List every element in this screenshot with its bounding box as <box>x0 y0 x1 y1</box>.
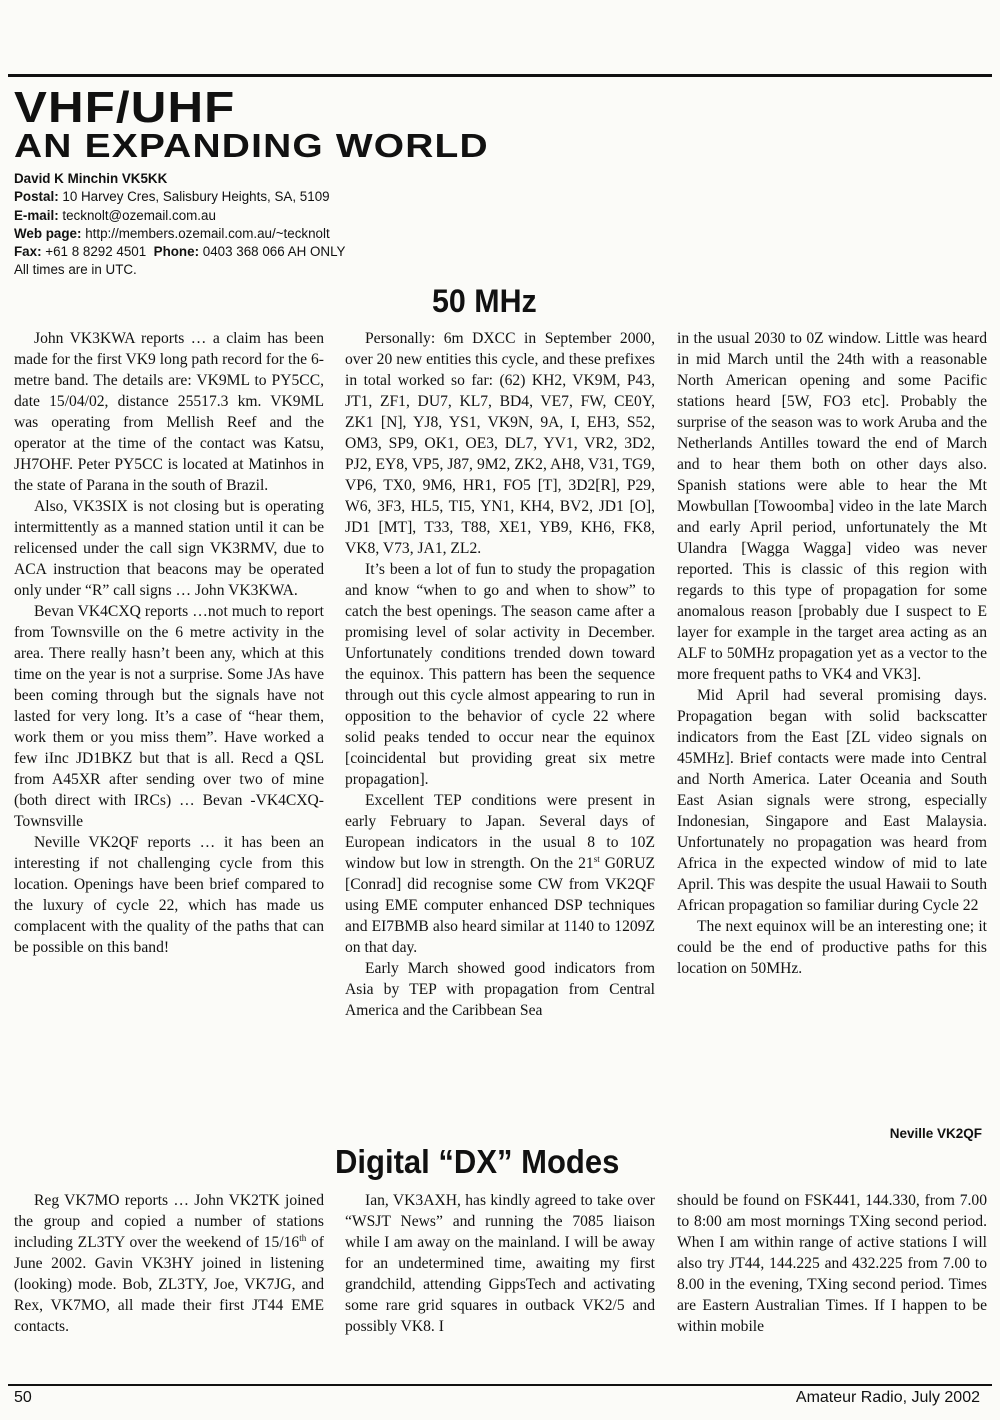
paragraph: Also, VK3SIX is not closing but is operating intermittently as a manned station until it can be relicensed under the call sign VK3RMV, due to ACA instruction that beacons may be operated only under “R” call signs … John VK3KWA. <box>14 498 324 599</box>
author-name: David K Minchin VK5KK <box>14 171 168 186</box>
times-note: All times are in UTC. <box>14 262 137 278</box>
signature: Neville VK2QF <box>889 1126 982 1141</box>
paragraph: in the usual 2030 to 0Z window. Little was heard in mid March until the 24th with a reasonable North American opening and some Pacific stations heard [5W, FO3 etc]. Probably the surprise of the season was to work Aruba and the Netherlands Antilles toward the end of March and to hear them both on other days also. Spanish stations were able to hear the Mt Mowbullan [Towoomba] video in the late March and early April period, unfortunately the Mt Ulandra [Wagga Wagga] video was never reported. This is classic of this region with regards to this type of propagation for some anomalous reason [probably due I suspect to E layer for example in the target area acting as an ALF to 50MHz propagation yet as a vector to the more frequent paths to VK4 and VK3]. <box>677 330 987 683</box>
web-page: http://members.ozemail.com.au/~tecknolt <box>85 225 330 241</box>
paragraph: should be found on FSK441, 144.330, from 7.00 to 8:00 am most mornings TXing second period. When I am within range of active stations I will also try JT44, 144.225 and 432.225 from 7.00 to 8.00 in the evening, TXing second period. Times are Eastern Australian Times. If I happen to be within mobile <box>677 1192 987 1335</box>
paragraph: Ian, VK3AXH, has kindly agreed to take over “WSJT News” and running the 7085 liaison while I am away on the mainland. I will be away for an undetermined time, awaiting my first grandchild, attending GippsTech and activating some rare grid squares in outback VK2/5 and possibly VK8. I <box>345 1192 655 1335</box>
paragraph: Reg VK7MO reports … John VK2TK joined the group and copied a number of stations including ZL3TY over the weekend of 15/16th of June 2002. Gavin VK3HY joined in listening (looking) mode. Bob, ZL3TY, Joe, VK7JG, and Rex, VK7MO, all made their first JT44 EME contacts. <box>14 1192 324 1335</box>
column-title: VHF/UHF <box>14 83 236 132</box>
section-heading-50mhz: 50 MHz <box>432 283 537 319</box>
column-1 <box>14 328 324 958</box>
paragraph: Early March showed good indicators from Asia by TEP with propagation from Central America and the Caribbean Sea <box>345 960 655 1019</box>
column-2 <box>345 328 655 1021</box>
paragraph: Bevan VK4CXQ reports …not much to report from Townsville on the 6 metre activity in the area. There really hasn’t been any, which at this time on the year is not a surprise. Some JAs have been coming through but the signals have not lasted for very long. It’s a case of “hear them, work them or you miss them”. Have worked a few iInc JD1BKZ but that is all. Recd a QSL from A45XR after sending over two of mine (both direct with IRCs) … Bevan -VK4CXQ-Townsville <box>14 603 324 830</box>
paragraph: The next equinox will be an interesting one; it could be the end of productive paths for this location on 50MHz. <box>677 918 987 977</box>
top-rule <box>8 74 992 77</box>
paragraph: Personally: 6m DXCC in September 2000, over 20 new entities this cycle, and these prefixes in total worked so far: (62) KH2, VK9M, P43, JT1, ZF1, DU7, KL7, BD4, VE7, FW, CE0Y, ZK1 [N], YJ8, YS1, VK9N, 9A, I, EH3, S52, OM3, SP9, OK1, OE3, DL7, YV1, VR2, 3D2, PJ2, EY8, VP5, J87, 9M2, ZK2, AH8, V31, TG9, VP6, TX0, 9M6, HR1, FO5 [T], 3D2[R], P29, W6, 3F3, HL5, TI5, YN1, KH4, BV2, JD1 [O], JD1 [MT], T33, T88, XE1, YB9, KH6, FK8, VK8, V73, JA1, ZL2. <box>345 330 655 557</box>
column-3 <box>677 1190 987 1337</box>
author-block: David K Minchin VK5KK Postal: 10 Harvey Cres, Salisbury Heights, SA, 5109 E-mail: tecknolt@ozemail.com.au Web page: http://members.ozemail.com.au/~tecknolt Fax: +61 8 8292 4501 Phone: 0403 368 066 AH ONLY All times are in UTC. <box>14 170 434 280</box>
email-address: tecknolt@ozemail.com.au <box>62 207 216 223</box>
postal-address: 10 Harvey Cres, Salisbury Heights, SA, 5109 <box>62 189 330 205</box>
column-2 <box>345 1190 655 1337</box>
paragraph: John VK3KWA reports … a claim has been made for the first VK9 long path record for the 6-metre band. The details are: VK9ML to PY5CC, date 15/04/02, distance 25517.3 km. VK9ML was operating from Mellish Reef and the operator at the time of the contact was Katsu, JH7OHF. Peter PY5CC is located at Matinhos in the state of Parana in the south of Brazil. <box>14 330 324 494</box>
section-heading-digital-dx: Digital “DX” Modes <box>335 1143 620 1180</box>
page-number: 50 <box>14 1389 32 1406</box>
paragraph: It’s been a lot of fun to study the propagation and know “when to go and when to show” to catch the best openings. The season came after a promising level of solar activity in December. Unfortunately conditions trended down toward the equinox. This pattern has been the sequence through out this cycle almost appearing to run in opposition to the behavior of cycle 22 where solid peaks tended to occur near the equinox [coincidental but providing great six metre propagation]. <box>345 561 655 788</box>
phone-number: 0403 368 066 AH ONLY <box>202 244 346 260</box>
column-1 <box>14 1190 324 1337</box>
paragraph: Neville VK2QF reports … it has been an interesting if not challenging cycle from this location. Openings have been brief compared to the luxury of cycle 22, which has made us complacent with the quality of the paths that can be possible on this band! <box>14 834 324 956</box>
paragraph: Mid April had several promising days. Propagation began with solid backscatter indicators from the East [ZL video signals on 45MHz]. Brief contacts were made into Central and North America. Later Oceania and South East Asian signals were strong, especially Indonesian, Singapore and East Malaysia. Unfortunately no propagation was heard from Africa in the expected window of mid to late April. This was despite the usual Hawaii to South African propagation so familiar during Cycle 22 <box>677 687 987 914</box>
column-3 <box>677 328 987 979</box>
paragraph: Excellent TEP conditions were present in early February to Japan. Several days of European indicators in the usual 8 to 10Z window but low in strength. On the 21st G0RUZ [Conrad] did recognise some CW from VK2QF using EME computer enhanced DSP techniques and EI7BMB also heard similar at 1140 to 1209Z on that day. <box>345 792 655 956</box>
publication-footer: Amateur Radio, July 2002 <box>795 1389 980 1406</box>
bottom-rule <box>8 1384 992 1386</box>
article-title: AN EXPANDING WORLD <box>14 127 489 164</box>
fax-number: +61 8 8292 4501 <box>45 244 147 260</box>
